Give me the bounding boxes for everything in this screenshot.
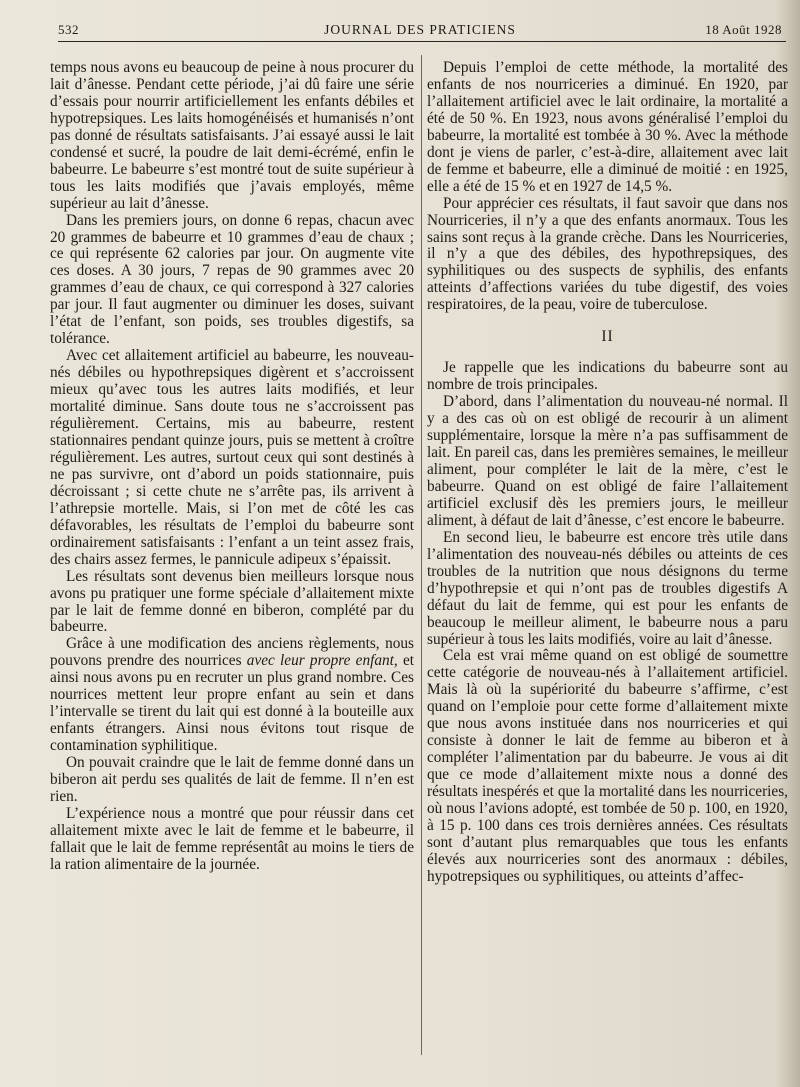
paragraph: Les résultats sont devenus bien meilleurs lorsque nous avons pu pratiquer une forme spéciale d’allaitement mixte par le lait de femme donné en biberon, complété par du babeurre. xyxy=(50,567,414,636)
paragraph: On pouvait craindre que le lait de femme donné dans un biberon ait perdu ses qualités de lait de femme. Il n’en est rien. xyxy=(50,754,414,805)
running-header xyxy=(58,20,782,42)
italic-phrase: avec leur propre enfant xyxy=(246,652,394,670)
paragraph: Dans les premiers jours, on donne 6 repas, chacun avec 20 grammes de babeurre et 10 grammes d’eau de chaux ; ce qui représente 62 calories par jour. On augmente vite ces doses. A 30 jours, 7 repas de 90 grammes avec 20 grammes d’eau de chaux, ce qui correspond à 327 calories par jour. Il faut augmenter ou diminuer les doses, suivant l’état de l’enfant, son poids, ses troubles digestifs, sa tolérance. xyxy=(50,211,414,348)
page-number: 532 xyxy=(58,22,79,37)
journal-title: JOURNAL DES PRATICIENS xyxy=(324,22,516,37)
column-divider xyxy=(421,55,422,1055)
paragraph: Cela est vrai même quand on est obligé de soumettre cette catégorie de nouveau-nés à l’allaitement artificiel. Mais là où la supériorité du babeurre s’affirme, c’est quand on l’emploie pour cette forme d’allaitement mixte que nous avons instituée dans nos nourriceries et qui consiste à donner le lait de femme au biberon et à compléter l’alimentation par du babeurre. Je vous ai dit que ce mode d’allaitement mixte nous a donné des résultats inespérés et que la mortalité dans les nourriceries, où nous l’avions adopté, est tombée de 50 p. 100, en 1920, à 15 p. 100 dans ces trois dernières années. Ces résultats sont d’autant plus remarquables que tous les enfants élevés aux nourriceries sont des anormaux : débiles, hypotrepsiques ou syphilitiques, ou atteints d’affec- xyxy=(427,647,788,885)
left-column xyxy=(50,60,414,874)
paragraph: Je rappelle que les indications du babeurre sont au nombre de trois principales. xyxy=(427,359,788,394)
paragraph: D’abord, dans l’alimentation du nouveau-né normal. Il y a des cas où on est obligé de recourir à un aliment supplémentaire, lorsque la mère n’a pas suffisamment de lait. En pareil cas, dans les premières semaines, le meilleur aliment, pour compléter le lait de la mère, c’est le babeurre. Quand on est obligé de faire l’allaitement artificiel exclusif dès les premiers jours, le meilleur aliment, à défaut de lait d’ânesse, c’est encore le babeurre. xyxy=(427,393,788,529)
paragraph: Depuis l’emploi de cette méthode, la mortalité des enfants de nos nourriceries a diminué. En 1920, par l’allaitement artificiel avec le lait ordinaire, la mortalité a été de 50 %. En 1923, nous avons généralisé l’emploi du babeurre, la mortalité est tombée à 30 %. Avec la méthode dont je viens de parler, c’est-à-dire, allaitement avec lait de femme et babeurre, elle a diminué de moitié : en 1925, elle a été de 15 % et en 1927 de 14,5 %. xyxy=(427,59,788,195)
section-heading: II xyxy=(601,328,614,346)
header-rule xyxy=(58,41,786,42)
paragraph: Avec cet allaitement artificiel au babeurre, les nouveau-nés débiles ou hypothrepsiques digèrent et s’accroissent mieux qu’avec tous les autres laits modifiés, et leur mortalité diminue. Sans doute tous ne s’accroissent pas régulièrement. Certains, mis au babeurre, restent stationnaires pendant quinze jours, puis se mettent à croître régulièrement. Les autres, surtout ceux qui sont destinés à ne pas survivre, ont d’abord un poids stationnaire, puis décroissant ; si cette chute ne s’arrête pas, ils arrivent à l’athrepsie mortelle. Mais, si l’on met de côté les cas défavorables, les résultats de l’emploi du babeurre sont ordinairement satisfaisants : l’enfant a un teint assez frais, des chairs assez fermes, le pannicule adipeux s’épaissit. xyxy=(50,347,414,568)
paragraph xyxy=(50,636,414,755)
paragraph: Pour apprécier ces résultats, il faut savoir que dans nos Nourriceries, il n’y a que des enfants anormaux. Tous les sains sont reçus à la grande crèche. Dans les Nourriceries, il n’y a que des débiles, des hypothrepsiques, des syphilitiques ou des suspects de syphilis, des enfants atteints d’affections variées du tube digestif, des voies respiratoires, de la peau, voire de tuberculose. xyxy=(427,194,788,314)
paragraph: En second lieu, le babeurre est encore très utile dans l’alimentation des nouveau-nés débiles ou atteints de ces troubles de la nutrition que nous désignons du terme d’hypothrepsie et qui n’ont pas de troubles digestifs A défaut du lait de femme, qui est pour les enfants de beaucoup le meilleur aliment, le babeurre nous a paru supérieur à tous les laits modifiés, voire au lait d’ânesse. xyxy=(427,528,788,648)
right-column xyxy=(427,60,788,886)
text-run: Grâce à une modification des anciens règlements, nous pouvons prendre des nourrices xyxy=(50,635,414,670)
text-run: , et ainsi nous avons pu en recruter un plus grand nombre. Ces nourrices mettent leur propre enfant au sein et dans l’intervalle se tirent du lait qui est donné à la bouteille aux enfants étrangers. Ainsi nous évitons tout risque de contamination syphilitique. xyxy=(50,652,414,755)
paragraph: L’expérience nous a montré que pour réussir dans cet allaitement mixte avec le lait de femme et le babeurre, il fallait que le lait de femme représentât au moins le tiers de la ration alimentaire de la journée. xyxy=(50,804,414,873)
issue-date: 18 Août 1928 xyxy=(705,22,782,37)
paragraph: temps nous avons eu beaucoup de peine à nous procurer du lait d’ânesse. Pendant cette période, j’ai dû faire une série d’essais pour nourrir artificiellement les enfants débiles et hypotrepsiques. Les laits homogénéisés et humanisés n’ont pas donné de résultats satisfaisants. J’ai essayé aussi le lait condensé et sucré, la poudre de lait demi-écrémé, enfin le babeurre. Le babeurre s’est montré tout de suite supérieur à tous les laits modifiés que j’avais employés, même supérieur au lait d’ânesse. xyxy=(50,59,414,212)
